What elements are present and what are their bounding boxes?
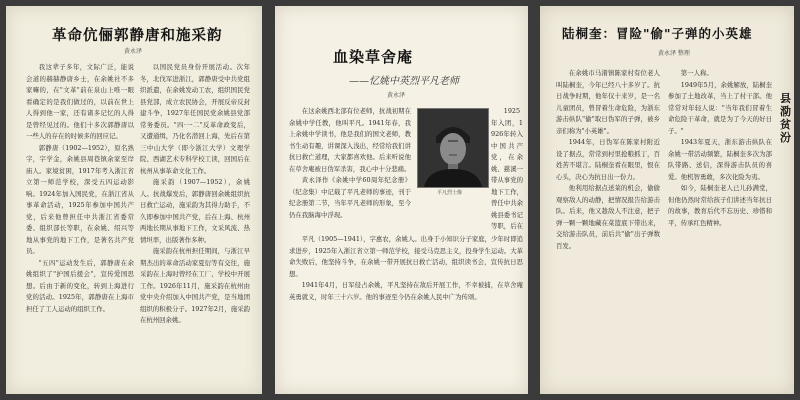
text-column-right — [668, 68, 772, 386]
paragraph: 在余姚市马渚镇陈家村有位老人叫陆桐奎，今年已经八十多岁了。抗日战争时期，他年仅十来岁，是一名儿童团员，曾冒着生命危险，为浙东游击纵队"偷"取日伪军的子弹，被乡亲们称为"小英雄"。 — [556, 69, 660, 135]
article-author: 黄永泽 — [387, 92, 406, 99]
article-subtitle: ——忆姚中英烈平凡老师 — [349, 76, 459, 87]
photo-caption: 平凡烈士像 — [437, 190, 463, 196]
article-title: 陆桐奎：冒险"偷"子弹的小英雄 — [562, 26, 753, 41]
portrait-figure — [418, 109, 488, 187]
page-left — [6, 6, 262, 394]
paragraph: 第一人称。 — [680, 69, 713, 77]
paragraph: 1925年入团，1926年转入中国共产党，在余姚、慈溪一带从事党的地下工作，曾任中共余姚县委书记等职，后在 — [491, 107, 523, 230]
paragraph: 1941年4月，日军侵占余姚，平凡坚持在敌后开展工作，不幸被捕，在草舍庵英勇就义，时年三十六岁。他的事迹至今仍在余姚人民中广为传颂。 — [289, 281, 523, 301]
text-column-right — [140, 62, 250, 384]
paragraph: 在这余姚西北部有位老师，抗战初期在余姚中学任教，他叫平凡。1941年春，我上余姚中学读书，他是我们的国文老师，教书生动有趣，讲课深入浅出，经常给我们讲抗日救亡道理，大家都喜欢他。后来听说他在草舍庵被日伪军杀害，我心中十分悲痛。 — [289, 107, 411, 173]
page-middle — [275, 6, 528, 394]
paragraph: 1944年，日伪军在陈家村附近设了据点，常常到村里抢粮抓丁，百姓苦不堪言。陆桐奎看在眼里，恨在心头，决心为抗日出一份力。 — [556, 138, 660, 181]
paragraph: 如今，陆桐奎老人已儿孙满堂，但他仍然时常给孩子们讲述当年抗日的故事，教育后代不忘历史、珍惜和平，传承红色精神。 — [668, 184, 772, 227]
paragraph: 郭静唐（1902—1952），原名熟字，字学金，余姚县周巷镇余家至岸庙人。家境贫困，1917年考入浙江省立第一师范学校，深受五四运动影响。1924年加入国民党，在浙江省从事革命活动，1925年参加中国共产党，后来他曾担任中共浙江省委常委、组织部长等职，在余姚、绍兴等地从事党的地下工作，是著名共产党员。 — [26, 143, 134, 255]
paragraph: 我这辈子多年，文际广泛，能说会道的赫赫静唐乡士，在余姚社不多家嘛的，在"文革"前在泉山上唯一眼看确定的是我们做过的，以前在世上人得到他一家，还有诸多记忆的人得是曾经见过的。他们十多次郭静唐以一些人的存在的时候多的回应记。 — [26, 63, 134, 140]
page-right — [540, 6, 794, 394]
paragraph: 施采韵（1907—1952），余姚人。抗战爆发后，郭静唐回余姚组织抗日救亡运动，施采韵为其得力助手，不久即参加中国共产党，后在上海、杭州两地长期从事地下工作，文采风流、热情坦率，出版著作多种。 — [140, 178, 250, 244]
paragraph: "五四"运动发生后，郭静唐在余姚组织了"护国后援会"，宣传爱国思想。后由于新的变化，转到上海进行党的活动。1925年，郭静唐在上海市担任了工人运动的组织工作。 — [26, 258, 134, 313]
text-column-left — [26, 62, 134, 384]
text-column-lower — [289, 234, 523, 386]
article-author: 黄永泽 — [124, 48, 143, 55]
paragraph: 平凡（1905—1941），字惠农，余姚人。出身于小知识分子家庭，少年时即追求进步，1925年入浙江省立第一师范学校，接受马克思主义，投身学生运动。大革命失败后，他坚持斗争，在余姚一带开展抗日救亡活动，组织读书会，宣传抗日思想。 — [289, 235, 523, 278]
article-title: 革命伉俪郭静唐和施采韵 — [52, 27, 223, 44]
paragraph: 1943年夏天，浙东游击纵队在余姚一带活动频繁，陆桐奎多次为部队带路、送信，深得游击队员的喜爱。他机智勇敢，多次化险为夷。 — [668, 138, 772, 181]
paragraph: 黄永泽作《余姚中学60周年纪念册》（纪念集）中记载了平凡老师的事迹，刊于纪念册第二节，当年平凡老师的形象，至今仍在我脑海中浮现。 — [289, 176, 411, 219]
text-column-upper — [289, 106, 411, 231]
paragraph: 施采韵在杭州担任期间，与浙江早期杰出的革命活动家夏衍等有交往，施采韵在上海时曾经在工厂、学校中开展工作。1926年11月，施采韵在杭州由党中央介绍加入中国共产党，是当地团组织的积极分子。1927年2月，施采韵在杭州回余姚。 — [140, 247, 250, 324]
article-author: 黄永泽 整理 — [658, 50, 690, 57]
paragraph: 1949年5月，余姚解放，陆桐奎参加了土地改革，当上了村干部。他常常对年轻人说："当年我们冒着生命危险干革命，就是为了今天的好日子。" — [668, 80, 772, 135]
edge-characters: 县 泐 贫 汾 — [780, 92, 791, 144]
paragraph: 他利用给据点送菜的机会，偷偷观察敌人的动静，把情况报告给游击队。后来，他又趁敌人不注意，把子弹一颗一颗地藏在菜篮底下带出来，交给游击队员，前后共"偷"出子弹数百发。 — [556, 184, 660, 250]
article-title: 血染草舍庵 — [333, 48, 414, 66]
paragraph: 以国民党员身份开展活动。次年冬，北伐军进浙江，郭静唐受中共党组织派遣，在余姚发动工农，组织国民党县党部，成立农民协会，开展反帝反封建斗争，1927年任国民党余姚县党部常务委员。"四·一二"反革命政变后，又遭通缉，乃化名潜回上海，先后在第三中山大学（即今浙江大学）文理学院、西湖艺术专科学校工读，回国后在杭州从事革命文化工作。 — [140, 63, 250, 175]
text-column-left — [556, 68, 660, 386]
text-column-photo-side — [491, 106, 523, 231]
portrait-photo — [417, 108, 489, 188]
